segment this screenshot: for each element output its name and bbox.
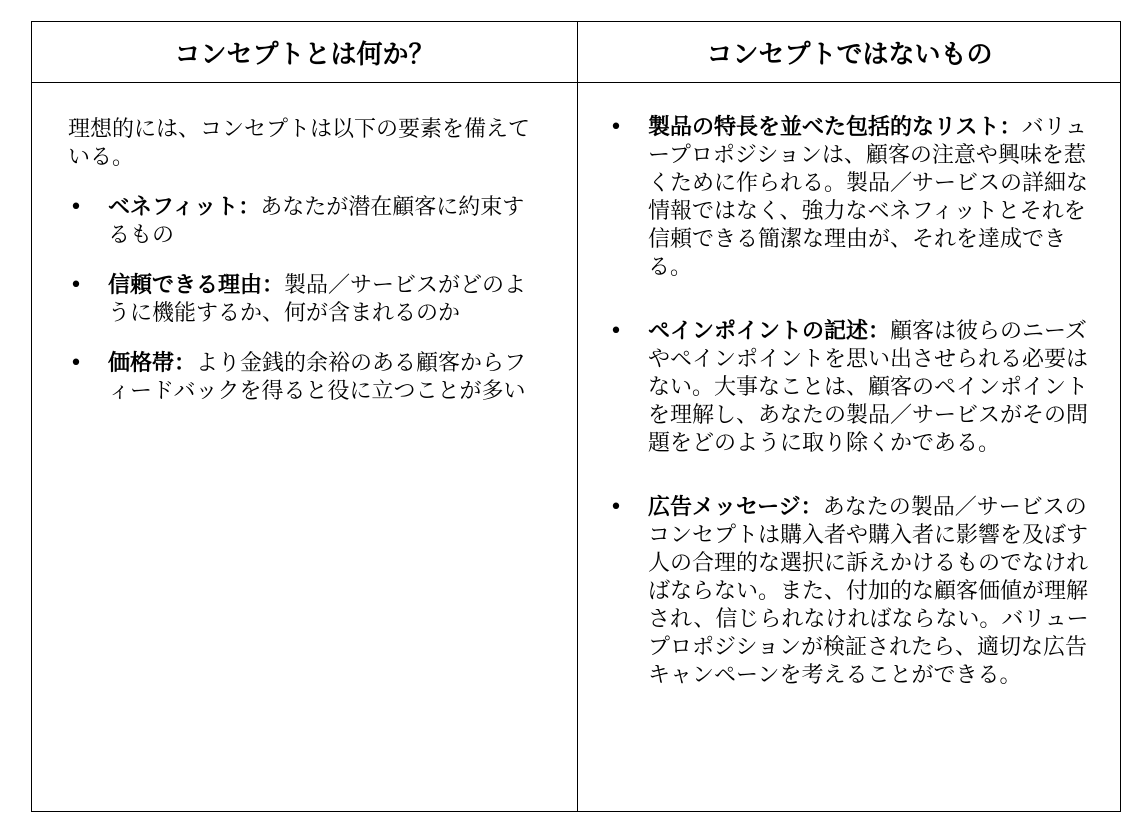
- item-term: 信頼できる理由：: [108, 273, 285, 298]
- item-term: 製品の特長を並べた包括的なリスト：: [648, 115, 1022, 140]
- header-divider: [32, 82, 1120, 83]
- item-text: あなたの製品／サービスのコンセプトは購入者や購入者に影響を及ぼす人の合理的な選択に訴えかけるものでなければならない。また、付加的な顧客価値が理解され、信じられなければならない。バリュープロポジションが検証されたら、適切な広告キャンペーンを考えることができる。: [648, 495, 1089, 688]
- item-term: 価格帯：: [108, 351, 197, 376]
- right-column-body: [608, 116, 1094, 726]
- bullet-dot-icon: •: [69, 273, 83, 298]
- left-column-body: [68, 116, 546, 428]
- left-bullet-list: [68, 194, 546, 406]
- column-divider: [577, 22, 578, 811]
- item-term: ペインポイントの記述：: [648, 319, 891, 344]
- comparison-table: [31, 21, 1121, 812]
- bullet-dot-icon: •: [609, 495, 623, 520]
- list-item: [608, 114, 1094, 282]
- header-what-is-concept: コンセプトとは何か？: [174, 39, 435, 70]
- item-term: ベネフィット：: [108, 195, 261, 220]
- item-text: より金銭的余裕のある顧客からフィードバックを得ると役に立つことが多い: [108, 351, 527, 404]
- bullet-dot-icon: •: [609, 115, 623, 140]
- item-text: 製品／サービスがどのように機能するか、何が含まれるのか: [108, 273, 527, 326]
- item-text: バリュープロポジションは、顧客の注意や興味を惹くために作られる。製品／サービスの詳細な情報ではなく、強力なベネフィットとそれを信頼できる簡潔な理由が、それを達成できる。: [648, 115, 1089, 280]
- bullet-dot-icon: •: [69, 351, 83, 376]
- list-item: [68, 272, 546, 328]
- list-item: [608, 318, 1094, 458]
- right-bullet-list: [608, 114, 1094, 690]
- bullet-dot-icon: •: [609, 319, 623, 344]
- list-item: [608, 494, 1094, 690]
- list-item: [68, 194, 546, 250]
- item-text: 顧客は彼らのニーズやペインポイントを思い出させられる必要はない。大事なことは、顧客のペインポイントを理解し、あなたの製品／サービスがその問題をどのように取り除くかである。: [648, 319, 1089, 456]
- list-item: [68, 350, 546, 406]
- bullet-dot-icon: •: [69, 195, 83, 220]
- item-text: あなたが潜在顧客に約束するもの: [108, 195, 525, 248]
- header-what-is-not-concept: コンセプトではないもの: [706, 39, 993, 70]
- intro-text: 理想的には、コンセプトは以下の要素を備えている。: [68, 117, 531, 170]
- item-term: 広告メッセージ：: [648, 495, 823, 520]
